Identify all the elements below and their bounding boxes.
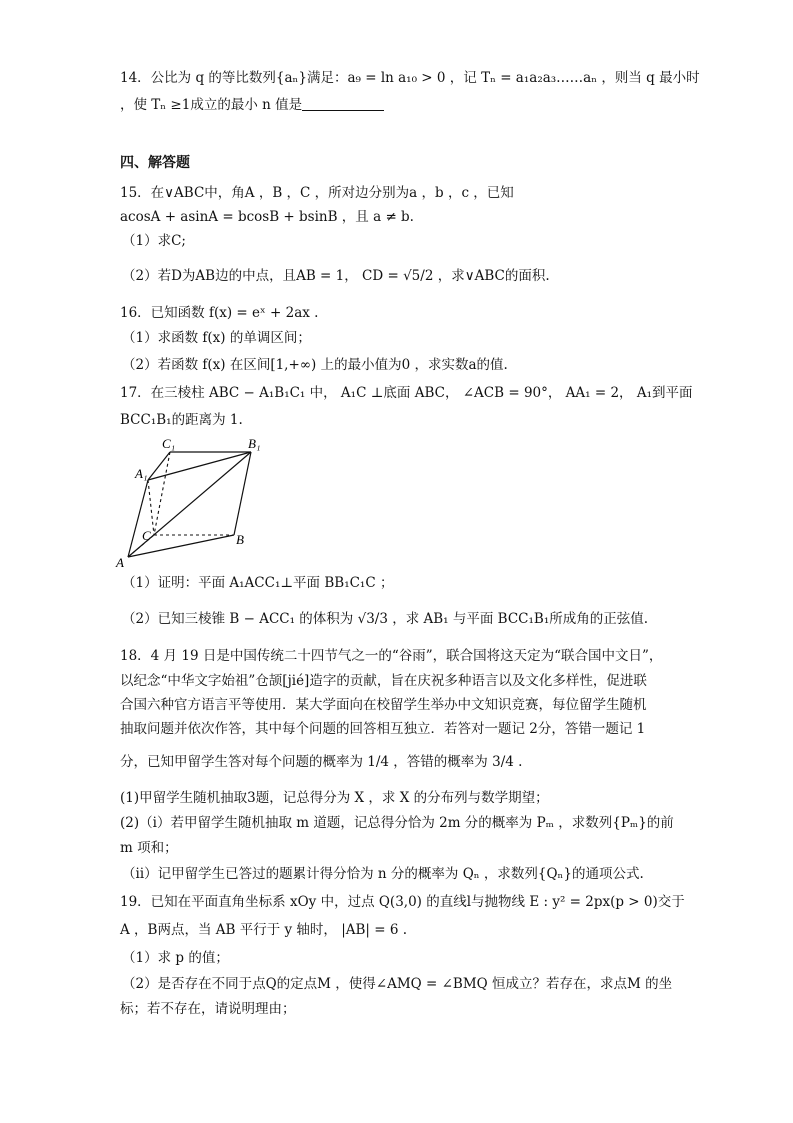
q17-part2: （2）已知三棱锥 B − ACC₁ 的体积为 √3/3 ，求 AB₁ 与平面 BCC₁B₁所成角的正弦值.: [122, 611, 649, 627]
q15-part1: （1）求C;: [122, 233, 186, 249]
q17-part1: （1）证明：平面 A₁ACC₁⊥平面 BB₁C₁C ；: [122, 575, 394, 591]
label-b1: B₁: [248, 436, 261, 451]
q18-part1: (1)甲留学生随机抽取3题，记总得分为 X ，求 X 的分布列与数学期望；: [120, 790, 549, 806]
q17-line1: 17．在三棱柱 ABC − A₁B₁C₁ 中， A₁C ⊥底面 ABC， ∠ACB = 90°， AA₁ = 2， A₁到平面: [120, 385, 693, 401]
q18-line2: 以纪念“中华文字始祖”仓颉[jié]造字的贡献，旨在庆祝多种语言以及文化多样性，促进联: [120, 673, 647, 689]
q16-part1: （1）求函数 f(x) 的单调区间；: [122, 330, 311, 346]
q19-part1: （1）求 p 的值；: [122, 950, 229, 966]
q16-part2: （2）若函数 f(x) 在区间[1,+∞) 上的最小值为0 ，求实数a的值.: [122, 357, 508, 373]
label-a: A: [116, 555, 124, 570]
q19-part2-line2: 标；若不存在，请说明理由；: [120, 1001, 296, 1017]
label-a1: A₁: [135, 466, 148, 481]
q18-line4: 抽取问题并依次作答，其中每个问题的回答相互独立．若答对一题记 2分，答错一题记 1: [120, 721, 646, 737]
q19-part2-line1: （2）是否存在不同于点Q的定点M ，使得∠AMQ = ∠BMQ 恒成立？若存在，求点M 的坐: [122, 976, 673, 992]
q16-line1: 16．已知函数 f(x) = eˣ + 2ax .: [120, 305, 319, 321]
q17-line2: BCC₁B₁的距离为 1.: [120, 412, 243, 428]
q15-line1: 15．在∨ABC中，角A ，B ，C ，所对边分别为a ，b ，c ，已知: [120, 185, 514, 201]
q18-line5: 分，已知甲留学生答对每个问题的概率为 1/4 ，答错的概率为 3/4 .: [120, 754, 523, 770]
q18-part2-line1: (2)（ⅰ）若甲留学生随机抽取 m 道题，记总得分恰为 2m 分的概率为 Pₘ ，求数列{Pₘ}的前: [120, 815, 674, 831]
section-heading: 四、解答题: [120, 155, 190, 171]
q19-line2: A ，B两点，当 AB 平行于 y 轴时， |AB| = 6 .: [120, 922, 408, 938]
answer-blank: [302, 96, 384, 111]
label-b: B: [236, 532, 244, 547]
label-c: C: [142, 528, 151, 543]
prism-figure: [112, 432, 282, 572]
q18-part3: （ⅱ）记甲留学生已答过的题累计得分恰为 n 分的概率为 Qₙ ，求数列{Qₙ}的通项公式.: [122, 866, 644, 882]
q14-line1: 14．公比为 q 的等比数列{aₙ}满足：a₉ = ln a₁₀ > 0 ，记 Tₙ = a₁a₂a₃……aₙ ，则当 q 最小时: [120, 70, 700, 86]
q18-line3: 合国六种官方语言平等使用．某大学面向在校留学生举办中文知识竞赛，每位留学生随机: [120, 697, 647, 713]
q14-line2: [120, 95, 384, 115]
edge-a1-b1: [148, 452, 251, 480]
q19-line1: 19．已知在平面直角坐标系 xOy 中，过点 Q(3,0) 的直线l与抛物线 E : y² = 2px(p > 0)交于: [120, 894, 685, 910]
diagonal-a1-c-hidden: [148, 480, 154, 535]
q15-part2: （2）若D为AB边的中点，且AB = 1， CD = √5/2 ，求∨ABC的面积.: [122, 268, 550, 284]
edge-a1-a: [128, 480, 148, 557]
label-c1: C₁: [162, 436, 176, 451]
q18-part2-line2: m 项和；: [120, 840, 178, 856]
q18-line1: 18．4 月 19 日是中国传统二十四节气之一的“谷雨”，联合国将这天定为“联合国中文日”，: [120, 648, 663, 664]
q15-line2: acosA + asinA = bcosB + bsinB ，且 a ≠ b.: [120, 209, 414, 225]
q14-line2-text: ，使 Tₙ ≥1成立的最小 n 值是: [120, 97, 303, 113]
edge-a1-c1: [148, 452, 170, 480]
